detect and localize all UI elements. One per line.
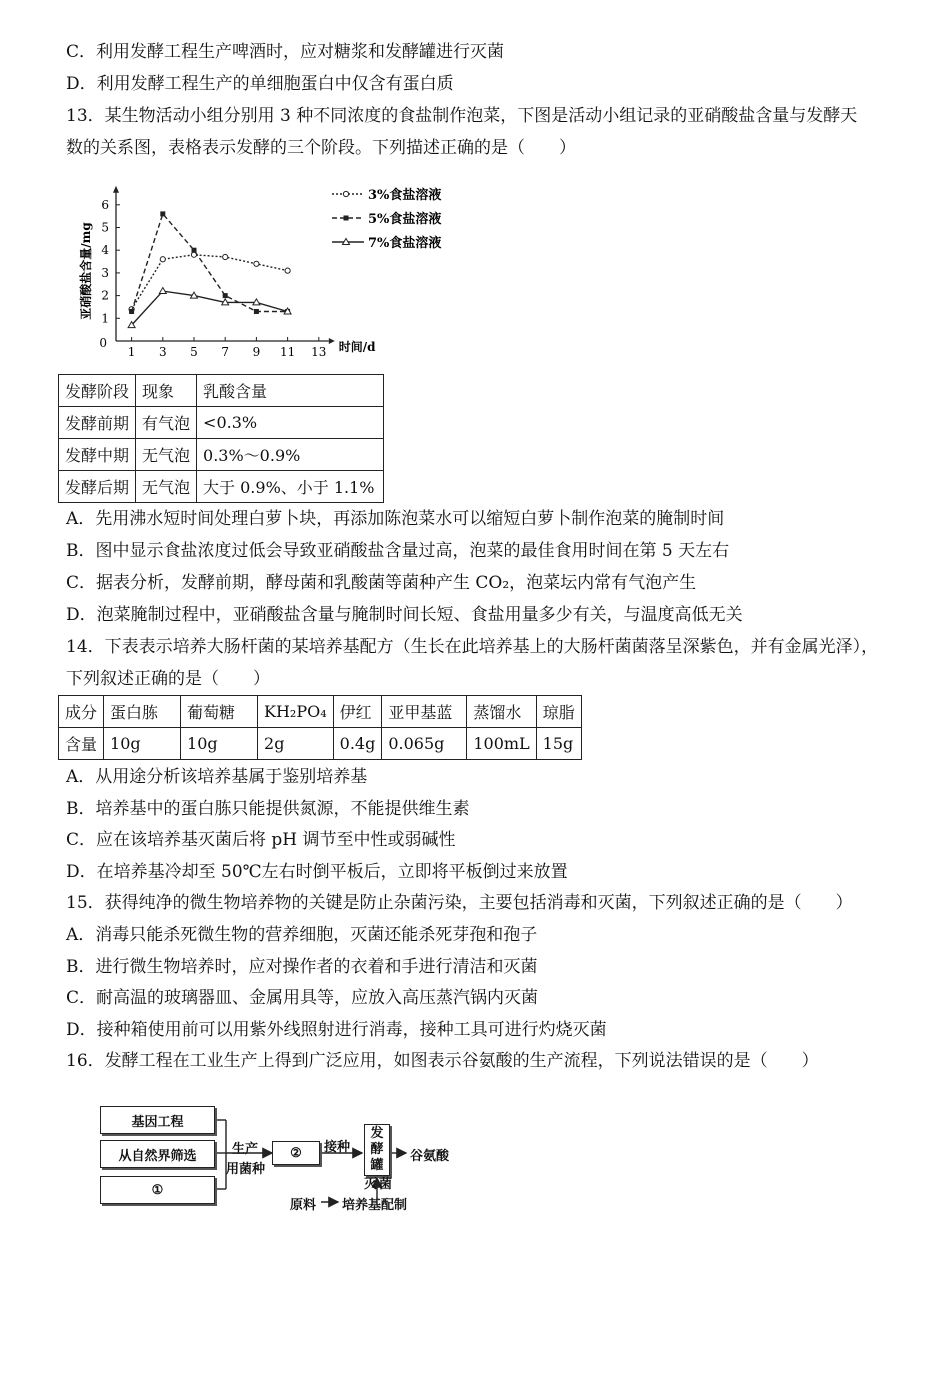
table-cell: 有气泡 (136, 407, 197, 439)
series-line (132, 255, 288, 309)
table-row (59, 439, 384, 471)
table-cell: 无气泡 (136, 439, 197, 471)
table-cell: 0.4g (333, 728, 382, 760)
q15-option-b: B．进行微生物培养时，应对操作者的衣着和手进行清洁和灭菌 (66, 957, 538, 977)
table-header-row (59, 375, 384, 407)
medium-prep-label: 培养基配制 (342, 1198, 408, 1213)
x-axis-label: 时间/d (338, 340, 376, 354)
table-cell: KH₂PO₄ (258, 696, 334, 728)
q15-option-a: A．消毒只能杀死微生物的营养细胞，灭菌还能杀死芽孢和孢子 (66, 925, 538, 945)
fermentation-stage-table (58, 374, 384, 503)
legend-marker (343, 191, 348, 196)
table-cell: 大于 0.9%、小于 1.1% (197, 471, 384, 503)
data-point (192, 248, 197, 253)
q13-option-b: B．图中显示食盐浓度过低会导致亚硝酸盐含量过高，泡菜的最佳食用时间在第 5 天左右 (66, 541, 730, 561)
q13-option-a: A．先用沸水短时间处理白萝卜块，再添加陈泡菜水可以缩短白萝卜制作泡菜的腌制时间 (66, 509, 725, 529)
q15-option-d: D．接种箱使用前可以用紫外线照射进行消毒，接种工具可进行灼烧灭菌 (66, 1020, 607, 1040)
y-tick-label: 2 (101, 288, 109, 303)
table-cell: 发酵后期 (59, 471, 136, 503)
y-axis-label: 亚硝酸盐含量/mg (79, 222, 93, 320)
y-tick-label: 6 (101, 197, 109, 212)
y-tick-label: 4 (101, 243, 109, 258)
table-row (59, 471, 384, 503)
table-cell: 15g (536, 728, 581, 760)
nitrite-line-chart (76, 176, 476, 366)
table-cell: 无气泡 (136, 471, 197, 503)
table-cell: 亚甲基蓝 (382, 696, 467, 728)
q13-option-c: C．据表分析，发酵前期，酵母菌和乳酸菌等菌种产生 CO₂，泡菜坛内常有气泡产生 (66, 573, 697, 593)
q15-option-c: C．耐高温的玻璃器皿、金属用具等，应放入高压蒸汽锅内灭菌 (66, 988, 539, 1008)
q14-option-d: D．在培养基冷却至 50℃左右时倒平板后，立即将平板倒过来放置 (66, 862, 568, 882)
table-cell: 成分 (59, 696, 104, 728)
table-cell: 0.065g (382, 728, 467, 760)
strain-label: 用菌种 (226, 1162, 266, 1177)
legend-label: 7%食盐溶液 (368, 236, 442, 251)
table-cell: <0.3% (197, 407, 384, 439)
natural-screening-box: 从自然界筛选 (100, 1140, 215, 1168)
table-header-cell: 发酵阶段 (59, 375, 136, 407)
q13-stem-line1: 13．某生物活动小组分别用 3 种不同浓度的食盐制作泡菜，下图是活动小组记录的亚硝酸盐含量与发酵天 (66, 106, 858, 126)
x-tick-label: 1 (127, 345, 136, 359)
q14-option-b: B．培养基中的蛋白胨只能提供氮源，不能提供维生素 (66, 799, 470, 819)
x-tick-label: 13 (311, 345, 327, 359)
x-tick-label: 7 (221, 345, 230, 359)
q14-option-a: A．从用途分析该培养基属于鉴别培养基 (66, 767, 368, 787)
series-line (132, 291, 288, 325)
data-point (223, 254, 228, 259)
table-row (59, 407, 384, 439)
blank-box-1: ① (100, 1176, 215, 1204)
table-header-cell: 现象 (136, 375, 197, 407)
produce-label: 生产 (232, 1142, 259, 1157)
data-point (254, 309, 259, 314)
table-cell: 10g (181, 728, 258, 760)
table-cell: 伊红 (333, 696, 382, 728)
table-cell: 含量 (59, 728, 104, 760)
table-cell: 琼脂 (536, 696, 581, 728)
q12-option-c: C．利用发酵工程生产啤酒时，应对糖浆和发酵罐进行灭菌 (66, 42, 505, 62)
glutamate-label: 谷氨酸 (410, 1149, 450, 1164)
y-axis-arrow (113, 186, 119, 193)
fermenter-char: 发 (370, 1126, 384, 1141)
blank-box-2: ② (272, 1141, 320, 1165)
table-cell: 蛋白胨 (104, 696, 181, 728)
y-tick-label: 5 (101, 220, 109, 235)
x-tick-label: 11 (279, 345, 296, 359)
table-cell: 2g (258, 728, 334, 760)
table-row (59, 696, 582, 728)
table-cell: 葡萄糖 (181, 696, 258, 728)
inoculate-label: 接种 (324, 1140, 351, 1155)
q14-stem-line1: 14．下表表示培养大肠杆菌的某培养基配方（生长在此培养基上的大肠杆菌菌落呈深紫色，并有金属光泽）， (66, 637, 879, 657)
data-point (129, 309, 134, 314)
q15-stem: 15．获得纯净的微生物培养物的关键是防止杂菌污染，主要包括消毒和灭菌，下列叙述正确的是（ ） (66, 893, 853, 913)
q13-option-d: D．泡菜腌制过程中，亚硝酸盐含量与腌制时间长短、食盐用量多少有关，与温度高低无关 (66, 605, 743, 625)
data-point (159, 288, 166, 294)
q13-stem-line2: 数的关系图，表格表示发酵的三个阶段。下列描述正确的是（ ） (66, 138, 576, 158)
x-tick-label: 9 (252, 345, 261, 359)
legend-label: 3%食盐溶液 (368, 188, 442, 203)
q14-option-c: C．应在该培养基灭菌后将 pH 调节至中性或弱碱性 (66, 830, 456, 850)
x-axis-arrow (329, 338, 335, 344)
y-tick-label: 3 (101, 265, 109, 280)
q16-stem: 16．发酵工程在工业生产上得到广泛应用，如图表示谷氨酸的生产流程，下列说法错误的是（ ） (66, 1051, 819, 1071)
series-line (132, 214, 288, 312)
fermenter-char: 罐 (370, 1158, 384, 1173)
fermenter-box (364, 1124, 390, 1176)
raw-material-label: 原料 (290, 1198, 317, 1213)
table-cell: 发酵前期 (59, 407, 136, 439)
fermenter-char: 酵 (370, 1142, 384, 1157)
gene-engineering-box: 基因工程 (100, 1106, 215, 1134)
table-row (59, 728, 582, 760)
data-point (160, 257, 165, 262)
legend-marker (344, 216, 349, 221)
origin-label: 0 (99, 336, 107, 350)
data-point (223, 293, 228, 298)
y-tick-label: 1 (101, 311, 109, 326)
medium-formula-table (58, 695, 582, 760)
sterilize-label: 灭菌 (364, 1177, 395, 1192)
q14-stem-line2: 下列叙述正确的是（ ） (66, 669, 270, 689)
legend-label: 5%食盐溶液 (368, 212, 442, 227)
table-cell: 0.3%～0.9% (197, 439, 384, 471)
table-cell: 100mL (467, 728, 536, 760)
table-cell: 发酵中期 (59, 439, 136, 471)
table-cell: 10g (104, 728, 181, 760)
q12-option-d: D．利用发酵工程生产的单细胞蛋白中仅含有蛋白质 (66, 74, 454, 94)
data-point (160, 211, 165, 216)
data-point (254, 261, 259, 266)
x-tick-label: 3 (158, 345, 167, 359)
x-tick-label: 5 (190, 345, 198, 359)
data-point (285, 268, 290, 273)
table-header-cell: 乳酸含量 (197, 375, 384, 407)
table-cell: 蒸馏水 (467, 696, 536, 728)
